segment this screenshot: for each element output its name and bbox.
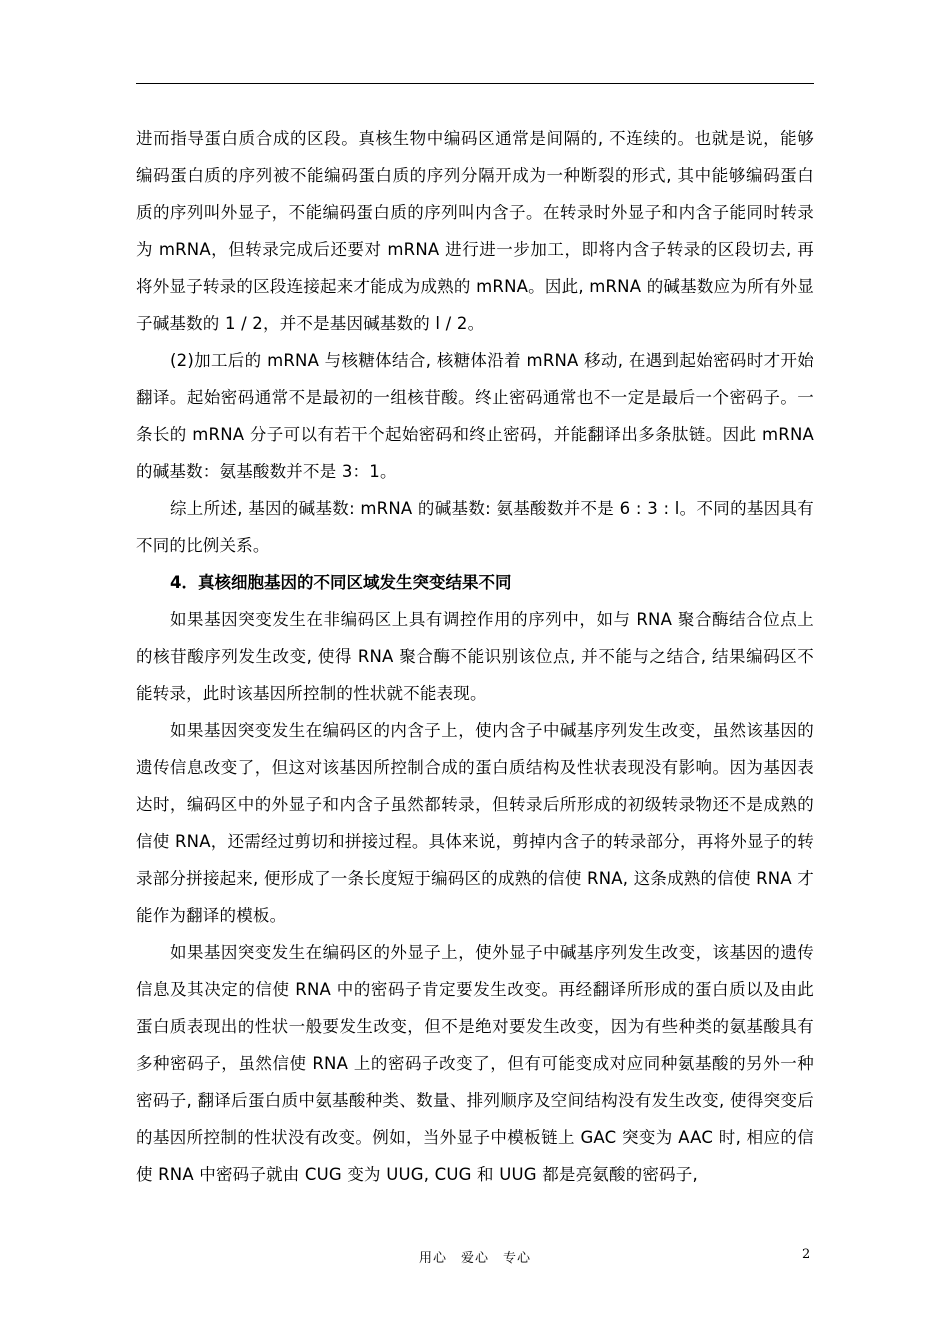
paragraph-summary: 综上所述, 基因的碱基数: mRNA 的碱基数: 氨基酸数并不是 6 : 3 : l。不同的基因具有不同的比例关系。 bbox=[136, 499, 814, 555]
document-body bbox=[136, 120, 814, 1193]
paragraph-exon-mutation: 如果基因突变发生在编码区的外显子上，使外显子中碱基序列发生改变，该基因的遗传信息及其决定的信使 RNA 中的密码子肯定要发生改变。再经翻译所形成的蛋白质以及由此蛋白质表现出的性状一般要发生改变，但不是绝对要发生改变，因为有些种类的氨基酸具有多种密码子，虽然信使 RNA 上的密码子改变了，但有可能变成对应同种氨基酸的另外一种密码子, 翻译后蛋白质中氨基酸种类、数量、排列顺序及空间结构没有发生改变, 使得突变后的基因所控制的性状没有改变。例如，当外显子中模板链上 GAC 突变为 AAC 时, 相应的信使 RNA 中密码子就由 CUG 变为 UUG, CUG 和 UUG 都是亮氨酸的密码子, bbox=[136, 943, 814, 1184]
paragraph-coding-region: 进而指导蛋白质合成的区段。真核生物中编码区通常是间隔的, 不连续的。也就是说，能够编码蛋白质的序列被不能编码蛋白质的序列分隔开成为一种断裂的形式, 其中能够编码蛋白质的序列叫外显子，不能编码蛋白质的序列叫内含子。在转录时外显子和内含子能同时转录为 mRNA，但转录完成后还要对 mRNA 进行进一步加工，即将内含子转录的区段切去, 再将外显子转录的区段连接起来才能成为成熟的 mRNA。因此, mRNA 的碱基数应为所有外显子碱基数的 1 / 2，并不是基因碱基数的 l / 2。 bbox=[136, 129, 814, 333]
paragraph-translation: (2)加工后的 mRNA 与核糖体结合, 核糖体沿着 mRNA 移动, 在遇到起始密码时才开始翻译。起始密码通常不是最初的一组核苷酸。终止密码通常也不一定是最后一个密码子。一条长的 mRNA 分子可以有若干个起始密码和终止密码，并能翻译出多条肽链。因此 mRNA 的碱基数：氨基酸数并不是 3：1。 bbox=[136, 351, 814, 481]
paragraph-noncoding-mutation: 如果基因突变发生在非编码区上具有调控作用的序列中，如与 RNA 聚合酶结合位点上的核苷酸序列发生改变, 使得 RNA 聚合酶不能识别该位点, 并不能与之结合, 结果编码区不能转录，此时该基因所控制的性状就不能表现。 bbox=[136, 610, 814, 703]
paragraph-intron-mutation: 如果基因突变发生在编码区的内含子上，使内含子中碱基序列发生改变，虽然该基因的遗传信息改变了，但这对该基因所控制合成的蛋白质结构及性状表现没有影响。因为基因表达时，编码区中的外显子和内含子虽然都转录，但转录后所形成的初级转录物还不是成熟的信使 RNA，还需经过剪切和拼接过程。具体来说，剪掉内含子的转录部分，再将外显子的转录部分拼接起来, 便形成了一条长度短于编码区的成熟的信使 RNA, 这条成熟的信使 RNA 才能作为翻译的模板。 bbox=[136, 721, 814, 925]
footer-motto: 用心 爱心 专心 bbox=[418, 1251, 531, 1266]
section-heading: 4．真核细胞基因的不同区域发生突变结果不同 bbox=[170, 573, 512, 592]
header-rule bbox=[136, 83, 814, 84]
page-number: 2 bbox=[802, 1247, 811, 1262]
